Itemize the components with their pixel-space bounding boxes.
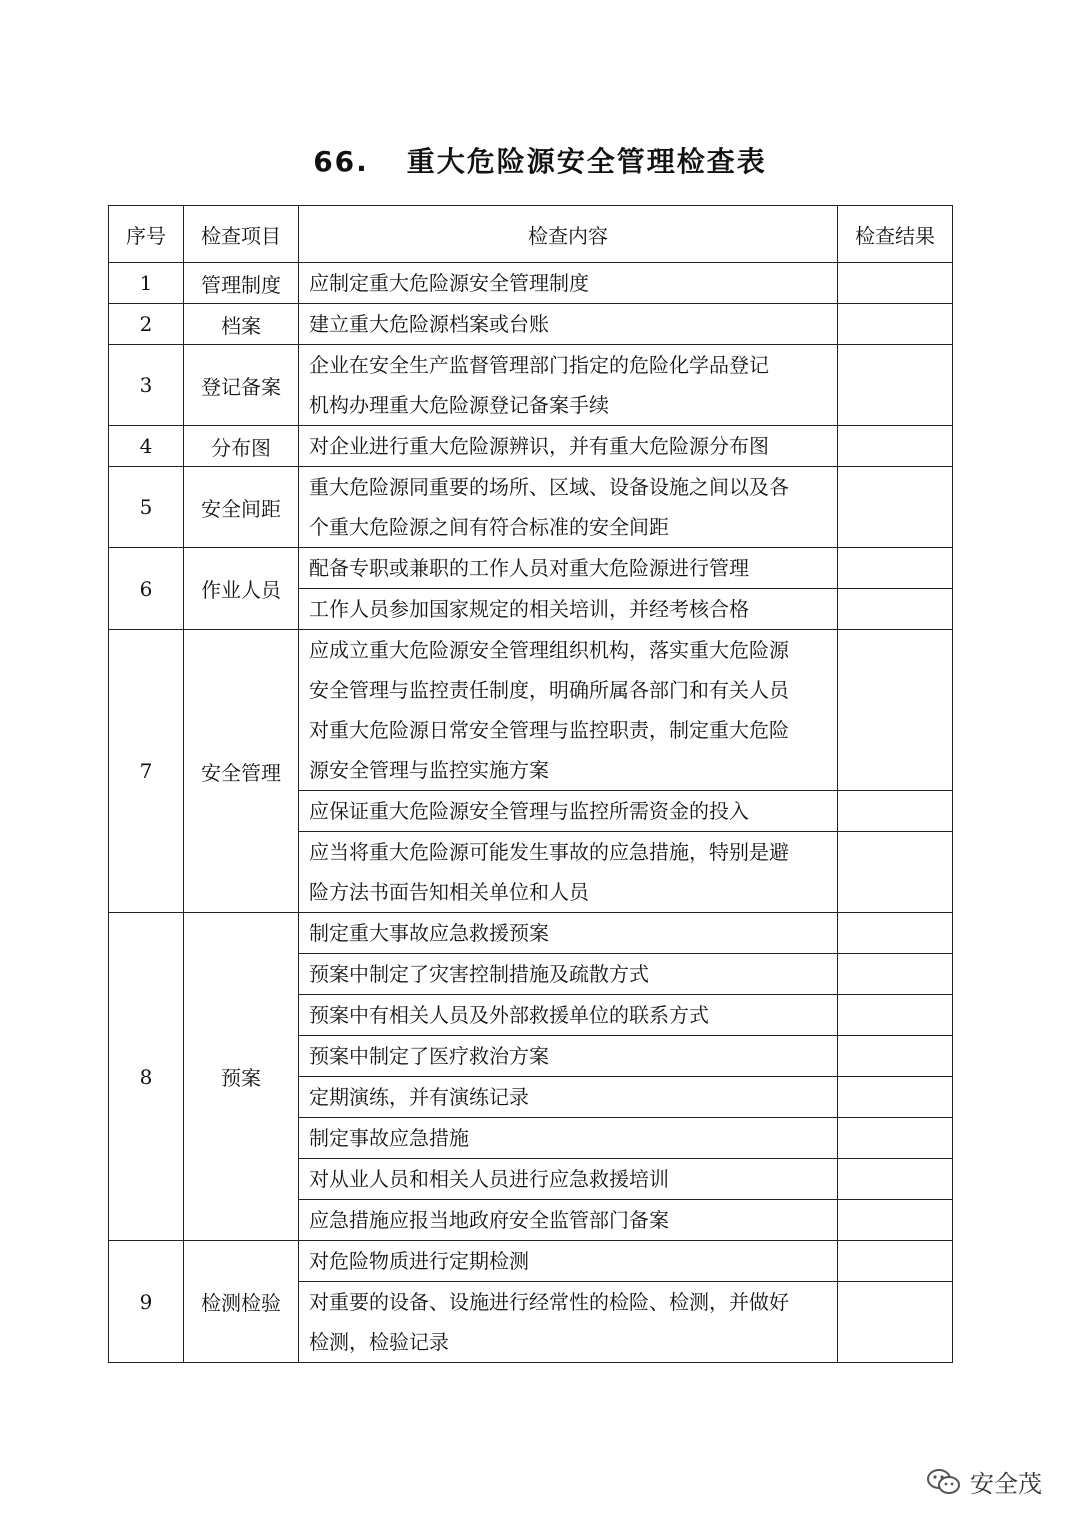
row-content: 配备专职或兼职的工作人员对重大危险源进行管理 [299,548,838,589]
row-item: 登记备案 [184,345,299,426]
row-content: 应制定重大危险源安全管理制度 [299,263,838,304]
row-content [299,467,838,548]
table-row [109,1241,953,1282]
title-number: 66. [313,145,369,178]
table-header-row [109,206,953,263]
result-cell[interactable] [838,548,953,589]
table-row [109,548,953,589]
row-content [299,832,838,913]
watermark-text: 安全茂 [970,1470,1042,1498]
result-cell[interactable] [838,467,953,548]
result-cell[interactable] [838,1118,953,1159]
result-cell[interactable] [838,1159,953,1200]
wechat-icon [926,1467,962,1497]
table-row [109,467,953,548]
row-index: 3 [109,345,184,426]
result-cell[interactable] [838,426,953,467]
row-content [299,630,838,791]
result-cell[interactable] [838,832,953,913]
header-result: 检查结果 [838,206,953,263]
row-content: 预案中制定了医疗救治方案 [299,1036,838,1077]
result-cell[interactable] [838,1200,953,1241]
table-row [109,304,953,345]
row-index: 7 [109,630,184,913]
result-cell[interactable] [838,995,953,1036]
content-line: 应成立重大危险源安全管理组织机构，落实重大危险源 [309,638,789,662]
content-line: 机构办理重大危险源登记备案手续 [309,393,609,417]
row-item: 作业人员 [184,548,299,630]
content-line: 企业在安全生产监督管理部门指定的危险化学品登记 [309,353,769,377]
result-cell[interactable] [838,589,953,630]
page-title [0,140,1080,180]
row-index: 1 [109,263,184,304]
content-line: 重大危险源同重要的场所、区域、设备设施之间以及各 [309,475,789,499]
result-cell[interactable] [838,630,953,791]
row-item: 管理制度 [184,263,299,304]
row-item: 检测检验 [184,1241,299,1363]
table-row [109,345,953,426]
row-item: 安全间距 [184,467,299,548]
row-content: 制定事故应急措施 [299,1118,838,1159]
table-body [109,263,953,1363]
row-content: 应急措施应报当地政府安全监管部门备案 [299,1200,838,1241]
table-row [109,630,953,791]
table-row [109,913,953,954]
row-content: 制定重大事故应急救援预案 [299,913,838,954]
table-row [109,426,953,467]
result-cell[interactable] [838,1241,953,1282]
result-cell[interactable] [838,1036,953,1077]
row-item: 预案 [184,913,299,1241]
row-content: 预案中制定了灾害控制措施及疏散方式 [299,954,838,995]
row-index: 5 [109,467,184,548]
row-content: 对企业进行重大危险源辨识，并有重大危险源分布图 [299,426,838,467]
row-content: 应保证重大危险源安全管理与监控所需资金的投入 [299,791,838,832]
row-content: 定期演练，并有演练记录 [299,1077,838,1118]
row-index: 4 [109,426,184,467]
row-content: 建立重大危险源档案或台账 [299,304,838,345]
row-item: 档案 [184,304,299,345]
header-content: 检查内容 [299,206,838,263]
content-line: 个重大危险源之间有符合标准的安全间距 [309,515,669,539]
table-row [109,263,953,304]
result-cell[interactable] [838,304,953,345]
result-cell[interactable] [838,954,953,995]
result-cell[interactable] [838,1282,953,1363]
row-index: 6 [109,548,184,630]
header-index: 序号 [109,206,184,263]
row-index: 8 [109,913,184,1241]
content-line: 检测，检验记录 [309,1330,449,1354]
row-content: 预案中有相关人员及外部救援单位的联系方式 [299,995,838,1036]
watermark [926,1464,1042,1499]
content-line: 应当将重大危险源可能发生事故的应急措施，特别是避 [309,840,789,864]
content-line: 源安全管理与监控实施方案 [309,758,549,782]
result-cell[interactable] [838,1077,953,1118]
row-content: 对危险物质进行定期检测 [299,1241,838,1282]
content-line: 安全管理与监控责任制度，明确所属各部门和有关人员 [309,678,789,702]
header-item: 检查项目 [184,206,299,263]
row-item: 分布图 [184,426,299,467]
result-cell[interactable] [838,913,953,954]
result-cell[interactable] [838,345,953,426]
row-content: 对从业人员和相关人员进行应急救援培训 [299,1159,838,1200]
content-line: 对重要的设备、设施进行经常性的检险、检测，并做好 [309,1290,789,1314]
row-item: 安全管理 [184,630,299,913]
row-content [299,1282,838,1363]
content-line: 险方法书面告知相关单位和人员 [309,880,589,904]
result-cell[interactable] [838,791,953,832]
row-index: 9 [109,1241,184,1363]
inspection-table [108,205,953,1363]
row-content [299,345,838,426]
content-line: 对重大危险源日常安全管理与监控职责，制定重大危险 [309,718,789,742]
result-cell[interactable] [838,263,953,304]
row-content: 工作人员参加国家规定的相关培训，并经考核合格 [299,589,838,630]
row-index: 2 [109,304,184,345]
title-text: 重大危险源安全管理检查表 [406,145,767,178]
